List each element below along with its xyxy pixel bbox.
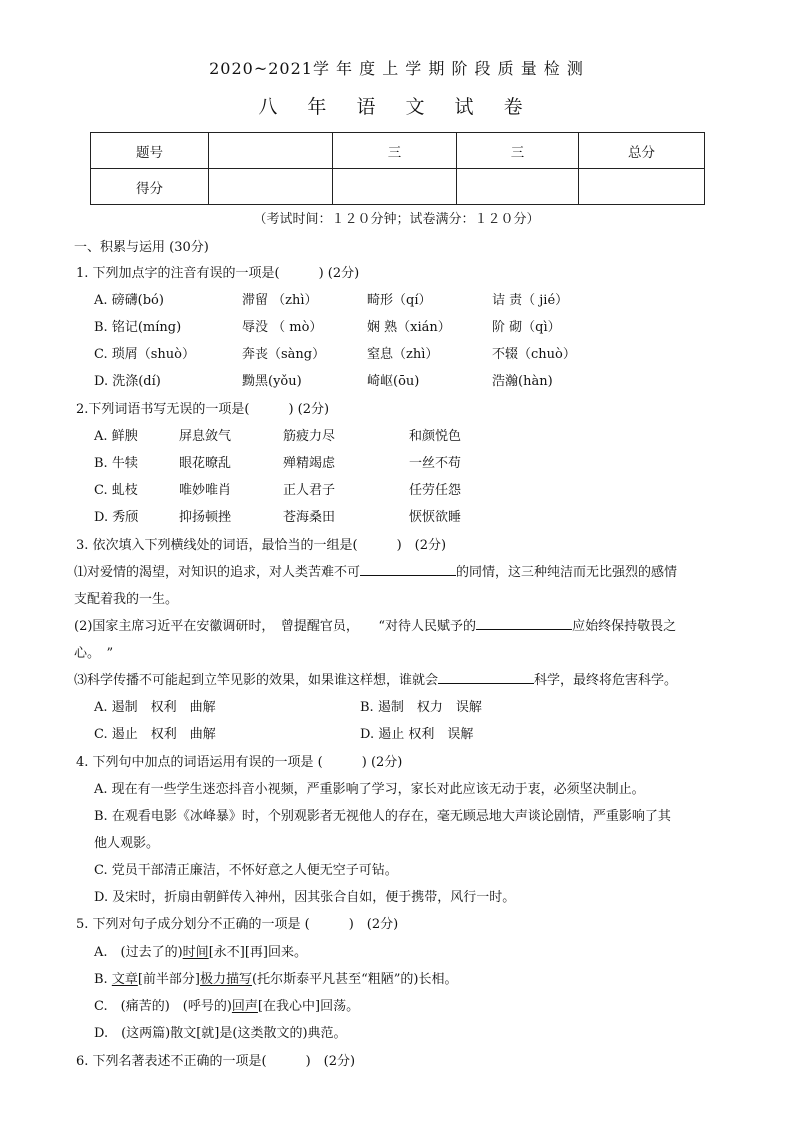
q1-option-cell: 不辍（chuò） <box>492 347 576 362</box>
q3-s1-part: 的同情，这三种纯洁而无比强烈的感情 <box>456 565 678 580</box>
score-cell[interactable] <box>579 169 705 205</box>
q1-option-cell: A. 磅礴(bó) <box>94 293 164 308</box>
question-6-stem: 6. 下列名著表述不正确的一项是( ) (2分) <box>76 1054 356 1069</box>
score-table-score-row <box>91 169 705 205</box>
q5-underlined: 回声 <box>231 999 258 1014</box>
q2-option-cell: 苍海桑田 <box>283 510 336 525</box>
q3-option: D. 遏止 权利 误解 <box>360 727 474 742</box>
q5-text: [永不][再]回来。 <box>208 945 307 960</box>
q2-option-cell: 一丝不苟 <box>409 456 462 471</box>
q3-s1-part: ⑴对爱情的渴望，对知识的追求，对人类苦难不可 <box>74 565 361 580</box>
q5-option <box>94 968 457 987</box>
q5-underlined: 文章 <box>111 972 138 987</box>
q2-option-cell: 屏息敛气 <box>179 429 232 444</box>
q1-option-cell: 崎岖(ōu) <box>367 374 420 389</box>
fill-blank[interactable] <box>438 671 534 684</box>
q2-option-cell: 正人君子 <box>283 483 336 498</box>
score-cell[interactable] <box>209 169 333 205</box>
q3-option: A. 遏制 权利 曲解 <box>94 700 216 715</box>
q4-option-cont: 他人观影。 <box>94 836 160 851</box>
q4-option: D. 及宋时，折扇由朝鲜传入神州，因其张合自如，便于携带，风行一时。 <box>94 890 516 905</box>
q5-underlined: 时间 <box>182 945 209 960</box>
q1-option-cell: 浩瀚(hàn) <box>492 374 553 389</box>
q2-option-cell: A. 鲜腴 <box>94 429 138 444</box>
q2-option-cell: 筋疲力尽 <box>283 429 336 444</box>
section-heading: 一、积累与运用 (30分) <box>74 240 209 255</box>
question-5-stem: 5. 下列对句子成分划分不正确的一项是 ( ) (2分) <box>76 917 399 932</box>
q5-text: C. (痛苦的) (呼号的) <box>94 999 232 1014</box>
q2-option-cell: D. 秀颀 <box>94 510 139 525</box>
score-header-cell <box>209 133 333 169</box>
question-2-stem: 2.下列词语书写无误的一项是( ) (2分) <box>76 402 330 417</box>
q4-option: B. 在观看电影《冰峰暴》时，个别观影者无视他人的存在，毫无顾忌地大声谈论剧情，严重影响了其 <box>94 809 671 824</box>
score-table-header-row <box>91 133 705 169</box>
q3-sentence-3 <box>74 669 677 688</box>
score-header-cell: 三 <box>457 133 579 169</box>
q2-option-cell: 任劳任怨 <box>409 483 462 498</box>
q5-option <box>94 941 307 960</box>
q3-s3-part: 科学，最终将危害科学。 <box>534 673 678 688</box>
q4-option: A. 现在有一些学生迷恋抖音小视频，严重影响了学习，家长对此应该无动于衷，必须坚决制止。 <box>94 782 645 797</box>
q1-option-cell: 娴 熟（xián） <box>367 320 451 335</box>
q3-s2-part: (2)国家主席习近平在安徽调研时， 曾提醒官员， “对待人民赋予的 <box>74 619 477 634</box>
q5-text: A. (过去了的) <box>94 945 183 960</box>
fill-blank[interactable] <box>476 617 572 630</box>
q2-option-cell: C. 虬枝 <box>94 483 138 498</box>
q3-s3-part: ⑶科学传播不可能起到立竿见影的效果，如果谁这样想，谁就会 <box>74 673 439 688</box>
q1-option-cell: C. 琐屑（shuò） <box>94 347 195 362</box>
question-1-stem: 1. 下列加点字的注音有误的一项是( ) (2分) <box>76 266 360 281</box>
exam-note: （考试时间：１２０分钟；试卷满分：１２０分） <box>253 212 540 227</box>
q2-option-cell: 和颜悦色 <box>409 429 462 444</box>
q4-option: C. 党员干部清正廉洁，不怀好意之人便无空子可钻。 <box>94 863 398 878</box>
question-3-stem: 3. 依次填入下列横线处的词语，最恰当的一组是( ) (2分) <box>76 538 447 553</box>
q3-s2-part: 应始终保持敬畏之 <box>572 619 677 634</box>
q1-option-cell: B. 铭记(míng) <box>94 320 182 335</box>
q5-option <box>94 995 359 1014</box>
question-4-stem: 4. 下列句中加点的词语运用有误的一项是 ( ) (2分) <box>76 755 403 770</box>
q3-option: C. 遏止 权利 曲解 <box>94 727 216 742</box>
q5-text: (托尔斯泰平凡甚至“粗陋”的)长相。 <box>252 972 458 987</box>
score-header-cell: 三 <box>333 133 457 169</box>
score-cell[interactable] <box>457 169 579 205</box>
q1-option-cell: 畸形（qí） <box>367 293 432 308</box>
q2-option-cell: 殚精竭虑 <box>283 456 336 471</box>
exam-title: 2020~2021学 年 度 上 学 期 阶 段 质 量 检 测 <box>209 59 584 78</box>
score-cell[interactable] <box>333 169 457 205</box>
paper-title: 八 年 语 文 试 卷 <box>258 96 535 118</box>
q5-underlined: 极力描写 <box>200 972 253 987</box>
score-table <box>90 132 705 205</box>
q5-option: D. (这两篇)散文[就]是(这类散文的)典范。 <box>94 1026 347 1041</box>
q2-option-cell: 抑扬顿挫 <box>179 510 232 525</box>
q3-sentence-1-cont: 支配着我的一生。 <box>74 592 179 607</box>
fill-blank[interactable] <box>360 563 456 576</box>
q1-option-cell: 诘 责（ jié） <box>492 293 569 308</box>
q1-option-cell: 窒息（zhì） <box>367 347 439 362</box>
q1-option-cell: 滞留 （zhì） <box>242 293 318 308</box>
q2-option-cell: 唯妙唯肖 <box>179 483 232 498</box>
q5-text: [在我心中]回荡。 <box>257 999 360 1014</box>
q2-option-cell: 眼花暸乱 <box>179 456 232 471</box>
score-row-label: 得分 <box>91 169 209 205</box>
score-header-cell: 总分 <box>579 133 705 169</box>
q3-sentence-2-cont: 心。 ” <box>74 646 114 661</box>
q1-option-cell: 黝黑(yǒu) <box>242 374 302 389</box>
q5-text: B. <box>94 972 112 987</box>
score-header-cell: 题号 <box>91 133 209 169</box>
q1-option-cell: 奔丧（sàng） <box>242 347 326 362</box>
q3-option: B. 遏制 权力 误解 <box>360 700 482 715</box>
q5-text: [前半部分] <box>137 972 200 987</box>
q1-option-cell: 阶 砌（qì） <box>492 320 561 335</box>
q3-sentence-1 <box>74 561 677 580</box>
q1-option-cell: 辱没 （ mò） <box>242 320 323 335</box>
q2-option-cell: 恹恹欲睡 <box>409 510 462 525</box>
q2-option-cell: B. 牛犊 <box>94 456 138 471</box>
q1-option-cell: D. 洗涤(dí) <box>94 374 161 389</box>
q3-sentence-2 <box>74 615 676 634</box>
